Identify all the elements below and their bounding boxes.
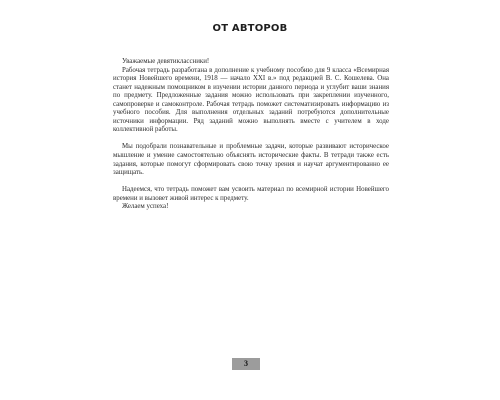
paragraph-intro: Рабочая тетрадь разработана в дополнение к учебному пособию для 9 класса «Всемирная история Новейшего времени, 1918 — начало XXI в.» под редакцией В. С. Кошелева. Она станет надежным помощником в изучении истории данного периода и углубит ваши знания по предмету. Предложенные задания можно использовать при закреплении изученного, самопроверке и самоконтроле. Рабочая тетрадь поможет систематизировать информацию из учебного пособия. Для выполнения отдельных заданий потребуются дополнительные источники информации. Ряд заданий можно выполнять вместе с учителем в ходе коллективной работы.: [113, 66, 389, 134]
page-number-badge: 3: [232, 358, 260, 370]
paragraph-hope: Надеемся, что тетрадь поможет вам усвоить материал по всемирной истории Новейшего времени и вызовет живой интерес к предмету.: [113, 186, 389, 202]
closing-line: Желаем успеха!: [122, 203, 169, 211]
preface-text: [113, 58, 389, 212]
paragraph-tasks: Мы подобрали познавательные и проблемные задачи, которые развивают историческое мышление и умение самостоятельно объяснять исторические факты. В тетради также есть задания, которые помогут сформировать свою точку зрения и научат аргументированно ее защищать.: [113, 143, 389, 177]
greeting-line: Уважаемые девятиклассники!: [122, 58, 210, 65]
page-title: ОТ АВТОРОВ: [212, 23, 288, 34]
